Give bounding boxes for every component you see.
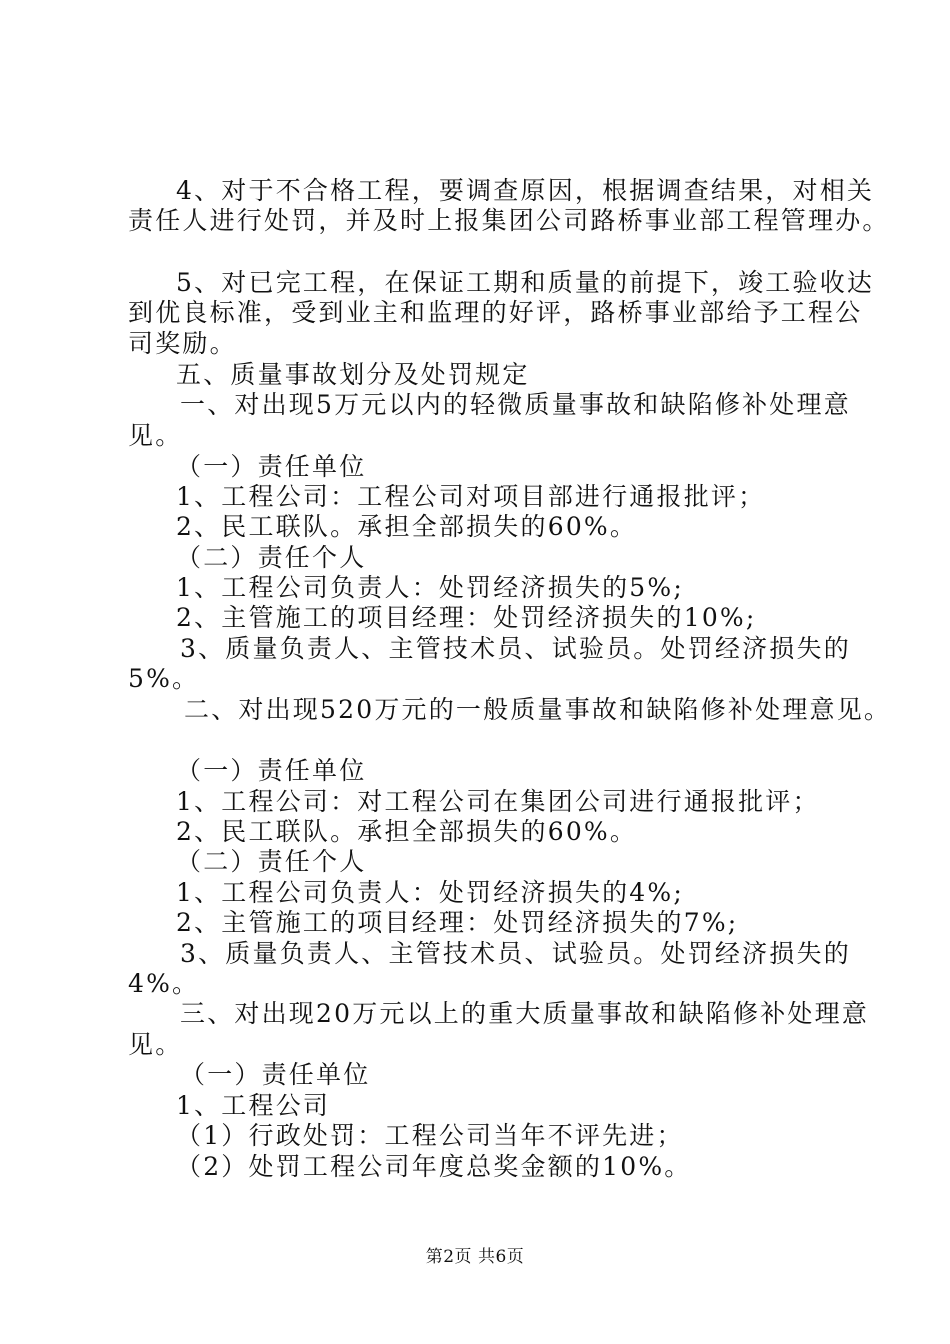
page-number-footer: 第2页 共6页 [425, 1247, 525, 1267]
paragraph-line: 3、质量负责人、主管技术员、试验员。处罚经济损失的 [180, 939, 851, 968]
paragraph-line: 1、工程公司：对工程公司在集团公司进行通报批评； [176, 787, 820, 816]
subheading: （二）责任个人 [176, 847, 367, 876]
paragraph-line: 2、民工联队。承担全部损失的60%。 [176, 817, 638, 846]
paragraph-line: 一、对出现5万元以内的轻微质量事故和缺陷修补处理意 [180, 390, 851, 419]
paragraph-line: 4%。 [128, 969, 200, 998]
paragraph-line: 二、对出现520万元的一般质量事故和缺陷修补处理意见。 [184, 695, 892, 724]
subheading: （一）责任单位 [180, 1060, 371, 1089]
paragraph-line: 2、主管施工的项目经理：处罚经济损失的10%; [176, 603, 757, 632]
paragraph-line: （1）行政处罚：工程公司当年不评先进； [176, 1121, 684, 1150]
paragraph-line: 4、对于不合格工程，要调查原因，根据调查结果，对相关 [176, 176, 875, 205]
paragraph-line: 5、对已完工程，在保证工期和质量的前提下，竣工验收达 [176, 268, 875, 297]
paragraph-line: 2、民工联队。承担全部损失的60%。 [176, 512, 638, 541]
paragraph-line: 见。 [128, 1030, 183, 1059]
subheading: （一）责任单位 [176, 756, 367, 785]
paragraph-line: 2、主管施工的项目经理：处罚经济损失的7%; [176, 908, 739, 937]
paragraph-line: （2）处罚工程公司年度总奖金额的10%。 [176, 1152, 692, 1181]
subheading: （一）责任单位 [176, 452, 367, 481]
paragraph-line: 责任人进行处罚，并及时上报集团公司路桥事业部工程管理办。 [128, 206, 890, 235]
paragraph-line: 司奖励。 [128, 329, 237, 358]
paragraph-line: 3、质量负责人、主管技术员、试验员。处罚经济损失的 [180, 634, 851, 663]
paragraph-line: 见。 [128, 421, 183, 450]
paragraph-line: 1、工程公司负责人：处罚经济损失的4%; [176, 878, 684, 907]
paragraph-line: 三、对出现20万元以上的重大质量事故和缺陷修补处理意 [180, 999, 870, 1028]
paragraph-line: 1、工程公司负责人：处罚经济损失的5%; [176, 573, 684, 602]
subheading: （二）责任个人 [176, 543, 367, 572]
paragraph-line: 1、工程公司 [176, 1091, 331, 1120]
paragraph-line: 5%。 [128, 664, 200, 693]
paragraph-line: 1、工程公司：工程公司对项目部进行通报批评； [176, 482, 766, 511]
paragraph-line: 到优良标准，受到业主和监理的好评，路桥事业部给予工程公 [128, 298, 863, 327]
section-heading: 五、质量事故划分及处罚规定 [176, 360, 530, 389]
